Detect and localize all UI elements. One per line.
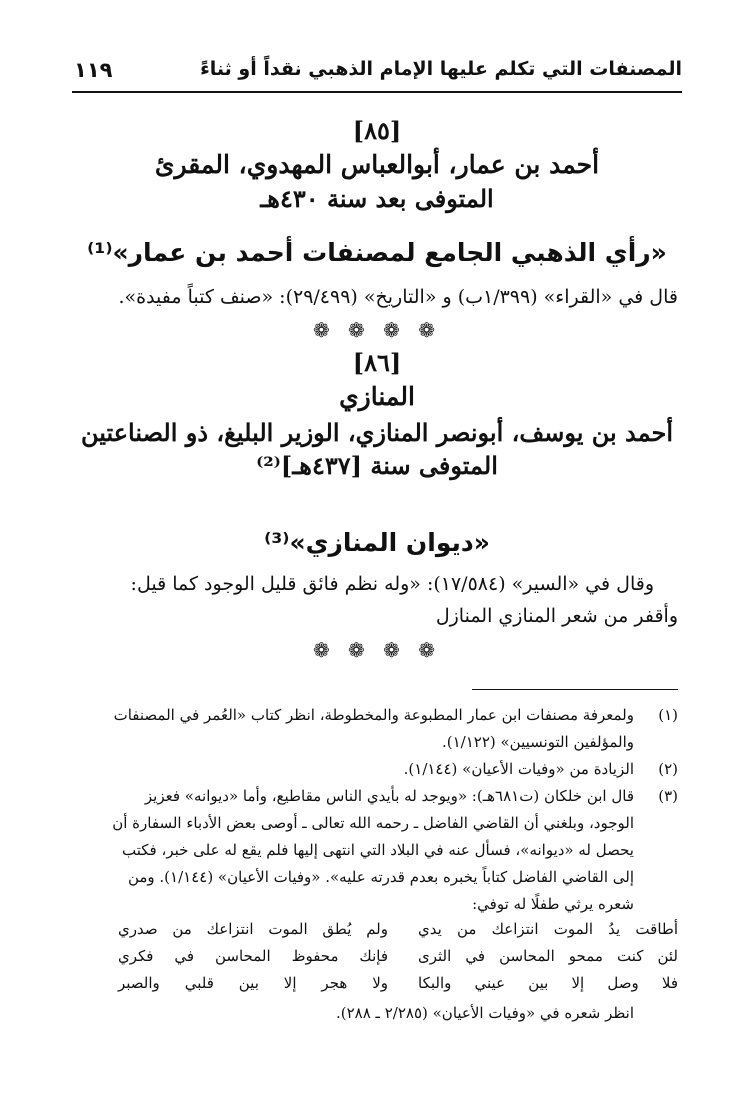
footnote-3 xyxy=(74,783,678,918)
footnote-3-tail xyxy=(74,1000,678,1027)
footnote-3-line5: شعره يرثي طفلًا له توفي: xyxy=(472,895,634,913)
footnote-2-line1: الزيادة من «وفيات الأعيان» (١/١٤٤). xyxy=(403,760,634,778)
separator-ornament-2: ❁ ❁ ❁ ❁ xyxy=(312,638,442,662)
entry-86-quote-line1: وقال في «السير» (١٧/٥٨٤): «وله نظم فائق قليل الوجود كما قيل: xyxy=(130,573,654,595)
footnote-1-marker: (١) xyxy=(658,706,678,724)
footnote-1-line1: ولمعرفة مصنفات ابن عمار المطبوعة والمخطوطة، انظر كتاب «العُمر في المصنفات xyxy=(113,706,634,724)
entry-86-death: المتوفى سنة [٤٣٧هـ]⁽²⁾ xyxy=(256,451,498,480)
running-header-title: المصنفات التي تكلم عليها الإمام الذهبي نقداً أو ثناءً xyxy=(200,58,682,80)
verse-hemistich-first: أطاقت يدُ الموت انتزاعك من يدي xyxy=(418,920,678,938)
verse-hemistich-first: فلا وصل إلا بين عيني والبكا xyxy=(418,974,678,992)
separator-ornament: ❁ ❁ ❁ ❁ xyxy=(312,318,442,342)
footnote-3-line2: الوجود، وبلغني أن القاضي الفاضل ـ رحمه الله تعالى ـ أوصى بعض الأدباء السفارة أن xyxy=(112,814,634,832)
entry-85-quote: قال في «القراء» (١/٣٩٩ب) و «التاريخ» (٢٩/٤٩٩): «صنف كتباً مفيدة». xyxy=(118,286,678,308)
footnote-1 xyxy=(74,702,678,756)
verse-hemistich-second: ولم يُطق الموت انتزاعك من صدري xyxy=(118,920,388,938)
footnote-3-last: انظر شعره في «وفيات الأعيان» (٢/٢٨٥ ـ ٢٨٨). xyxy=(335,1004,634,1022)
footnote-3-marker: (٣) xyxy=(658,787,678,805)
footnote-3-line1: قال ابن خلكان (ت٦٨١هـ): «ويوجد له بأيدي الناس مقاطيع، وأما «ديوانه» فعزيز xyxy=(144,787,634,805)
footnote-2 xyxy=(74,756,678,783)
footnote-rule xyxy=(472,689,678,690)
entry-86-name: أحمد بن يوسف، أبونصر المنازي، الوزير البليغ، ذو الصناعتين xyxy=(80,418,674,447)
entry-85-section-title: «رأي الذهبي الجامع لمصنفات أحمد بن عمار»⁽¹⁾ xyxy=(87,238,667,267)
entry-86-nisba: المنازي xyxy=(339,382,415,411)
entry-85-name: أحمد بن عمار، أبوالعباس المهدوي، المقرئ xyxy=(154,150,600,179)
verse-hemistich-second: فإنك محفوظ المحاسن في فكري xyxy=(118,947,388,965)
page-number: ١١٩ xyxy=(74,58,113,82)
entry-86-quote-line2: وأقفر من شعر المنازي المنازل xyxy=(435,605,678,627)
footnote-3-line3: يحصل له «ديوانه»، فسأل عنه في البلاد التي انتهى إليها فلم يقع له على خبر، فكتب xyxy=(122,841,634,859)
footnote-3-line4: إلى القاضي الفاضل كتاباً يخبره بعدم قدرته عليه». «وفيات الأعيان» (١/١٤٤). ومن xyxy=(127,868,634,886)
entry-86-section-title: «ديوان المنازي»⁽³⁾ xyxy=(264,528,490,557)
entry-86-number: [٨٦] xyxy=(352,348,402,377)
footnote-2-marker: (٢) xyxy=(658,760,678,778)
entry-85-death: المتوفى بعد سنة ٤٣٠هـ xyxy=(260,184,494,213)
entry-85-number: [٨٥] xyxy=(352,116,402,145)
verse-line xyxy=(118,920,678,946)
header-rule xyxy=(72,91,682,93)
verse-hemistich-first: لئن كنت ممحو المحاسن في الثرى xyxy=(418,947,678,965)
footnote-1-line2: والمؤلفين التونسيين» (١/١٢٢). xyxy=(441,733,634,751)
verse-hemistich-second: ولا هجر إلا بين قلبي والصبر xyxy=(118,974,388,992)
verse-line xyxy=(118,974,678,1000)
verse-line xyxy=(118,947,678,973)
